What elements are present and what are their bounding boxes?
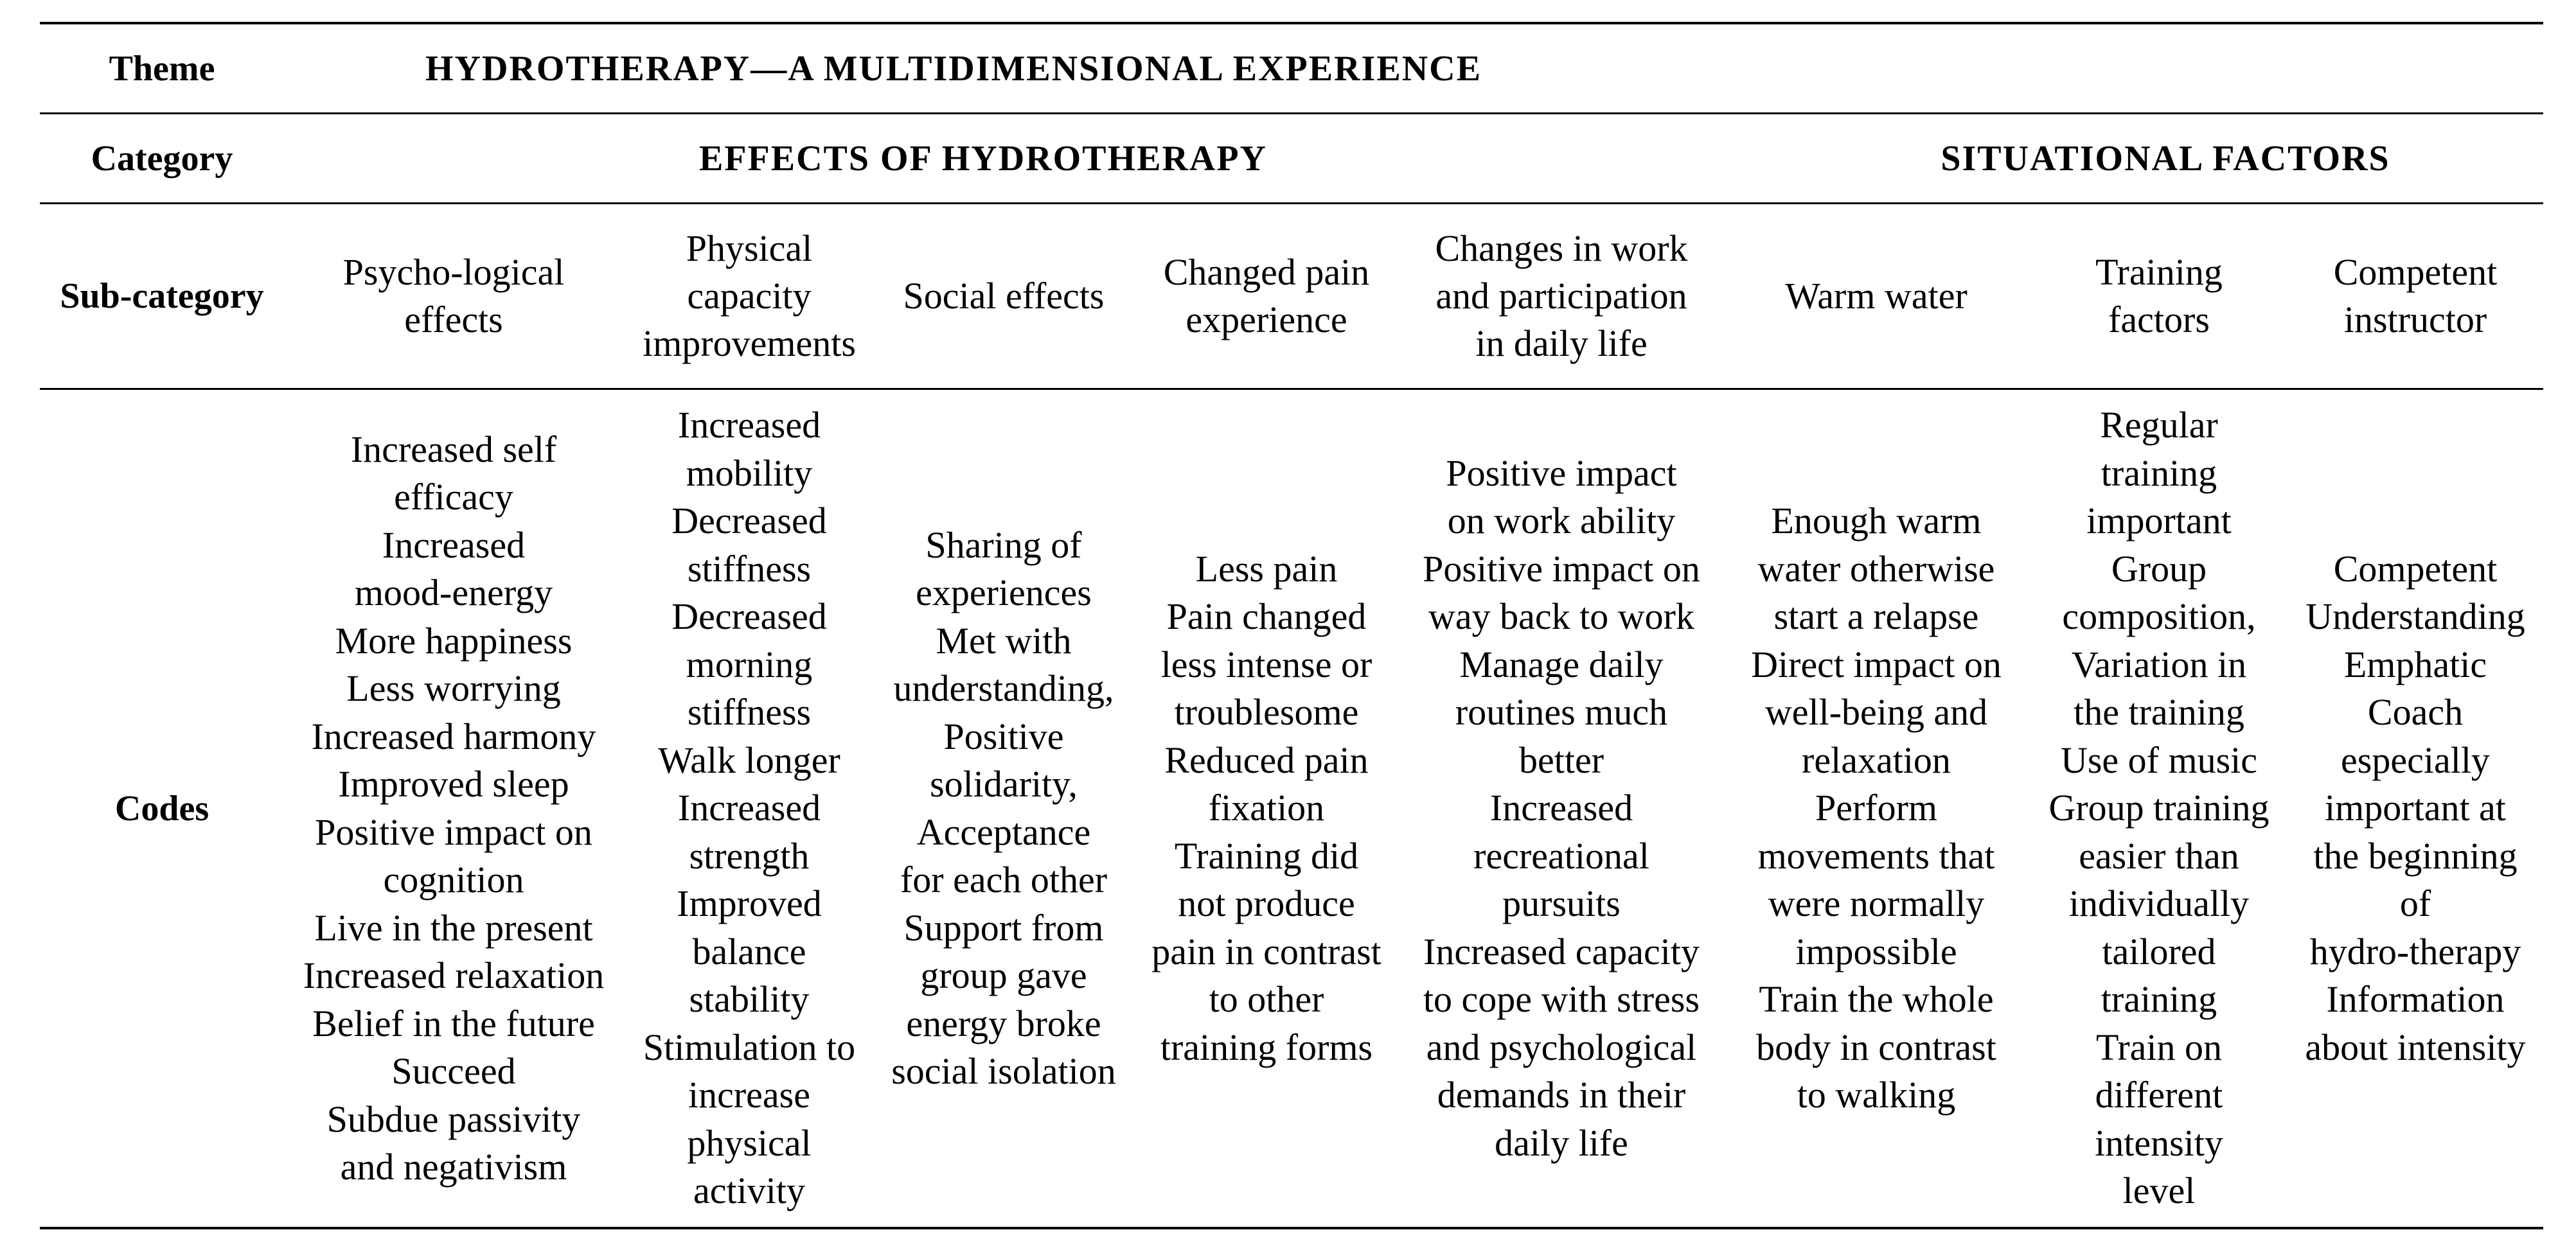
codes-physical: Increased mobility Decreased stiffness Decreased morning stiffness Walk longer Increased strength Improved balance stability Stimulation to increase physical activity xyxy=(643,404,856,1212)
subcategory-physical: Physical capacity improvements xyxy=(643,227,856,364)
theme-value: HYDROTHERAPY—A MULTIDIMENSIONAL EXPERIENCE xyxy=(425,48,1482,89)
codes-label: Codes xyxy=(114,788,209,829)
codes-social: Sharing of experiences Met with understanding, Positive solidarity, Acceptance for each other Support from group gave energy broke social isolation xyxy=(891,523,1116,1092)
subcategory-psychological: Psycho-logical effects xyxy=(342,251,565,340)
theme-label: Theme xyxy=(109,48,215,89)
subcategory-instructor: Competent instructor xyxy=(2333,251,2498,340)
category-situational: SITUATIONAL FACTORS xyxy=(1941,138,2390,179)
subcategory-warm-water: Warm water xyxy=(1785,275,1968,317)
codes-pain: Less pain Pain changed less intense or troublesome Reduced pain fixation Training did not produce pain in contrast to other training forms xyxy=(1151,547,1381,1068)
subcategory-label: Sub-category xyxy=(60,276,264,316)
category-effects: EFFECTS OF HYDROTHERAPY xyxy=(699,138,1267,179)
subcategory-pain: Changed pain experience xyxy=(1163,251,1370,340)
codes-instructor: Competent Understanding Emphatic Coach especially important at the beginning of hydro-therapy Information about intensity xyxy=(2305,547,2526,1068)
category-label: Category xyxy=(91,138,233,179)
codes-warm-water: Enough warm water otherwise start a relapse Direct impact on well-being and relaxation Perform movements that were normally impossible Train the whole body in contrast to walking xyxy=(1751,500,2002,1116)
bottom-rule xyxy=(40,1227,2543,1229)
subcategory-social: Social effects xyxy=(903,275,1105,317)
subcategory-work: Changes in work and participation in daily life xyxy=(1435,227,1688,364)
codes-training: Regular training important Group composition, Variation in the training Use of music Group training easier than individually tailored training Train on different intensity level xyxy=(2048,404,2270,1212)
codes-psychological: Increased self efficacy Increased mood-energy More happiness Less worrying Increased harmony Improved sleep Positive impact on cognition Live in the present Increased relaxation Belief in the future Succeed Subdue passivity and negativism xyxy=(303,428,605,1188)
codes-work: Positive impact on work ability Positive impact on way back to work Manage daily routines much better Increased recreational pursuits Increased capacity to cope with stress and psychological demands in their daily life xyxy=(1423,452,1700,1164)
subcategory-training: Training factors xyxy=(2095,251,2223,340)
